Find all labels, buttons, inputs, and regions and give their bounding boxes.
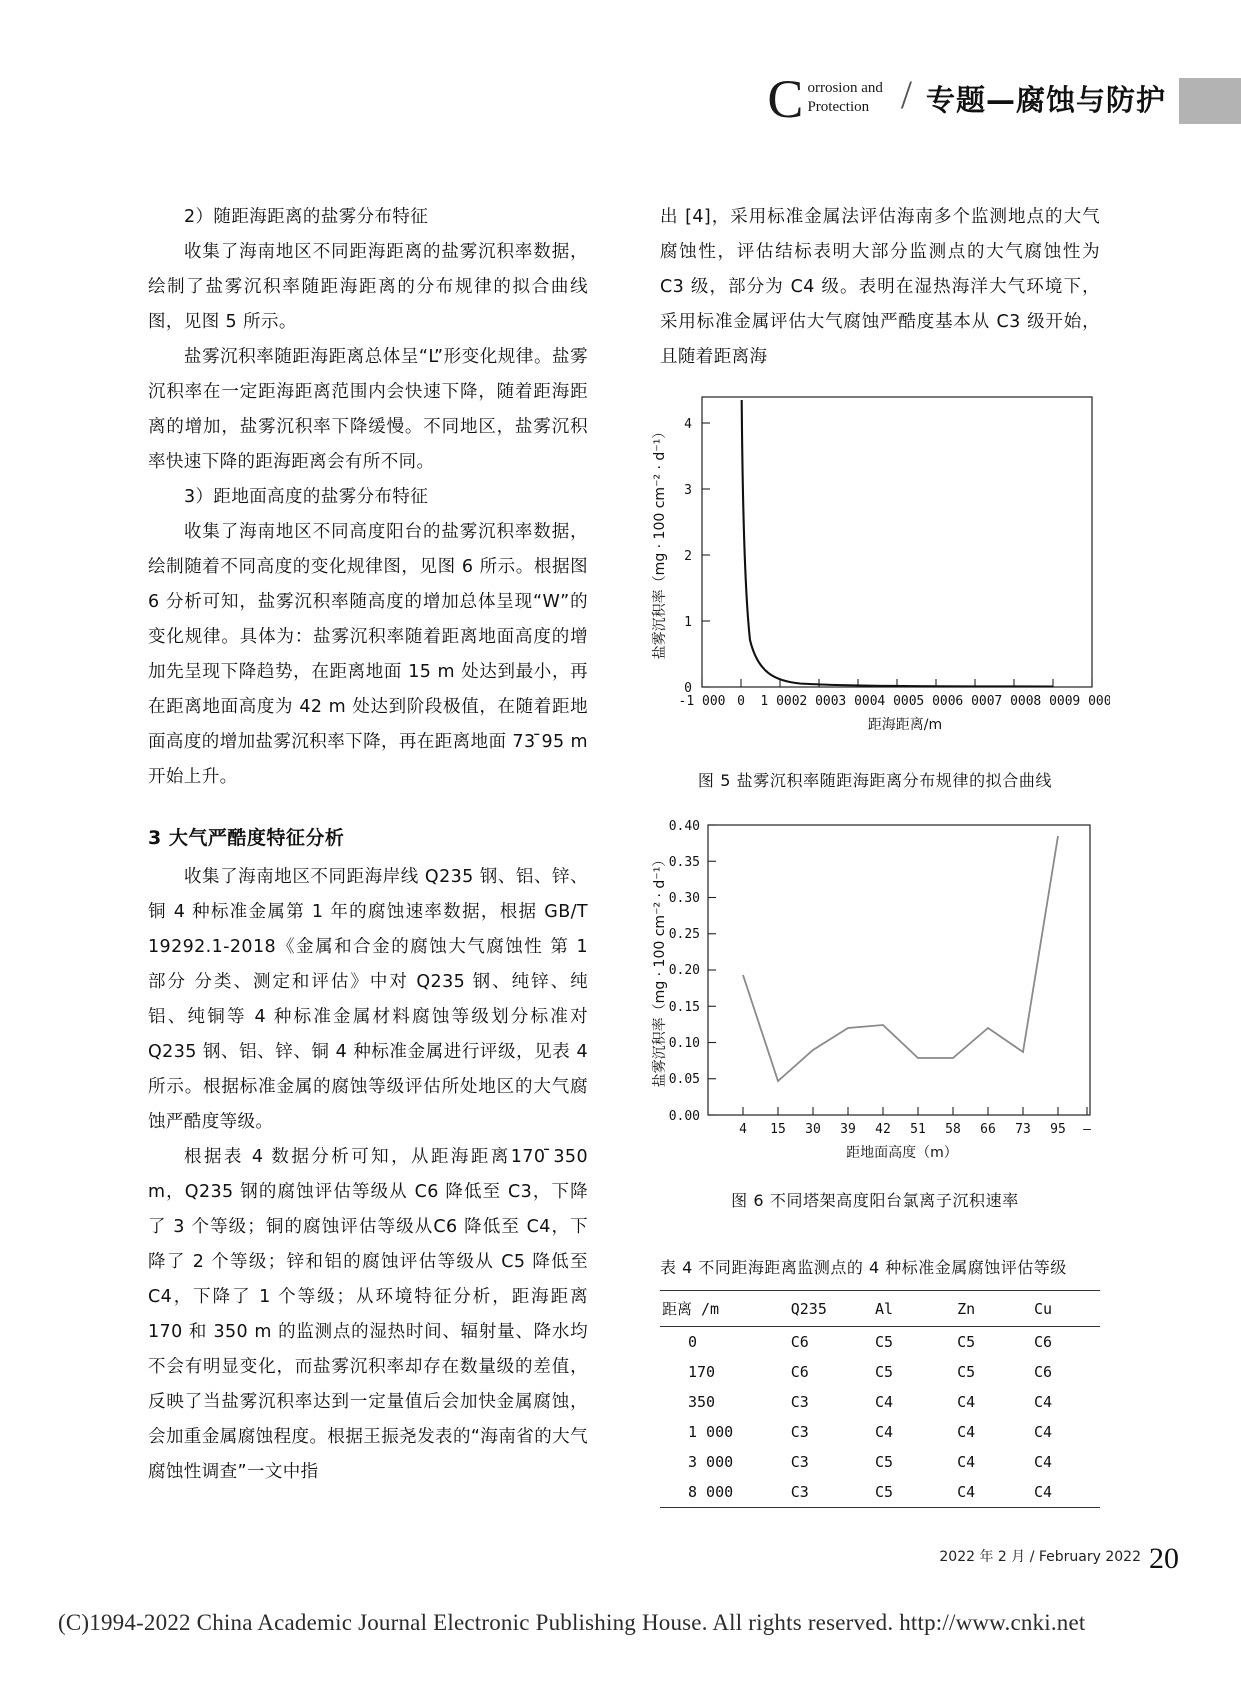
- header-title: 专题—腐蚀与防护: [925, 82, 1166, 117]
- table-cell: C4: [1033, 1453, 1053, 1471]
- table-cell: C6: [1033, 1363, 1053, 1381]
- table-cell: C6: [790, 1363, 809, 1381]
- table-cell: C5: [874, 1363, 893, 1381]
- table-cell: C3: [790, 1423, 809, 1441]
- svg-text:2 000: 2 000: [799, 694, 839, 709]
- copyright-notice: (C)1994-2022 China Academic Journal Electronic Publishing House. All rights reserved. http://www.cnki.net: [58, 1610, 1086, 1635]
- paragraph: 收集了海南地区不同距海距离的盐雾沉积率数据，绘制了盐雾沉积率随距海距离的分布规律的拟合曲线图，见图 5 所示。: [148, 242, 588, 332]
- figure-5-xlabel: 距海距离/m: [867, 717, 943, 733]
- svg-text:42: 42: [875, 1122, 891, 1137]
- page-number: 20: [1149, 1542, 1179, 1575]
- paragraph: 盐雾沉积率随距海距离总体呈“L”形变化规律。盐雾沉积率在一定距海距离范围内会快速下降，随着距海距离的增加，盐雾沉积率下降缓慢。不同地区，盐雾沉积率快速下降的距海距离会有所不同。: [148, 347, 588, 472]
- table-row: [660, 1447, 1100, 1477]
- paragraph: 出 [4]，采用标准金属法评估海南多个监测地点的大气腐蚀性，评估结标表明大部分监测点的大气腐蚀性为 C3 级，部分为 C4 级。表明在湿热海洋大气环境下，采用标准金属评估大气腐蚀严酷度基本从 C3 级开始，且随着距离海: [660, 207, 1100, 367]
- figure-5: [640, 385, 1110, 791]
- table-header-cell: Cu: [1032, 1291, 1100, 1327]
- journal-logo-line1: orrosion and: [807, 80, 883, 96]
- svg-text:15: 15: [770, 1122, 786, 1137]
- svg-text:51: 51: [910, 1122, 926, 1137]
- table-cell: C3: [789, 1477, 873, 1508]
- journal-logo-words: [807, 79, 882, 117]
- svg-text:0.30: 0.30: [668, 891, 700, 906]
- table-cell: C4: [957, 1423, 976, 1441]
- table-4-grid: [660, 1290, 1100, 1508]
- svg-text:0.15: 0.15: [668, 1000, 700, 1015]
- figure-5-chart: [640, 385, 1110, 755]
- header-color-block: [1179, 78, 1241, 124]
- table-header-row: [660, 1291, 1100, 1327]
- figure-6-caption: 图 6 不同塔架高度阳台氯离子沉积速率: [731, 1191, 1019, 1210]
- table-cell: C4: [1033, 1423, 1053, 1441]
- table-cell: C4: [874, 1423, 893, 1441]
- table-cell: 8 000: [660, 1477, 789, 1508]
- table-cell: C5: [957, 1363, 976, 1381]
- svg-text:0.20: 0.20: [668, 963, 700, 978]
- svg-text:39: 39: [840, 1122, 856, 1137]
- table-header-cell: 距离 /m: [660, 1291, 789, 1327]
- svg-text:0.40: 0.40: [668, 819, 700, 834]
- right-text-column: [660, 200, 1100, 375]
- svg-text:-1 000: -1 000: [678, 694, 726, 709]
- svg-text:0: 0: [684, 681, 692, 696]
- figure-6-ylabel: 盐雾沉积率（mg · 100 cm⁻² · d⁻¹）: [652, 852, 668, 1088]
- svg-text:1 000: 1 000: [760, 694, 800, 709]
- table-cell: C5: [873, 1477, 955, 1508]
- svg-text:0: 0: [737, 694, 745, 709]
- svg-text:0.35: 0.35: [668, 855, 700, 870]
- header-brand: [767, 69, 1166, 129]
- svg-text:4: 4: [684, 417, 692, 432]
- svg-text:3: 3: [684, 483, 692, 498]
- left-text-column: [148, 200, 588, 1490]
- table-cell: C6: [1033, 1333, 1053, 1351]
- table-row: [660, 1357, 1100, 1387]
- page-header: [0, 70, 1241, 140]
- table-4-caption: 表 4 不同距海距离监测点的 4 种标准金属腐蚀评估等级: [660, 1258, 1067, 1277]
- journal-logo-initial: C: [767, 69, 804, 129]
- svg-text:30: 30: [805, 1122, 821, 1137]
- table-header-cell: Al: [873, 1291, 955, 1327]
- table-cell: C4: [874, 1393, 893, 1411]
- table-cell: C4: [957, 1393, 976, 1411]
- paragraph: 2）随距海距离的盐雾分布特征: [184, 207, 429, 227]
- footer-issue-date: 2022 年 2 月 / February 2022: [939, 1549, 1141, 1565]
- svg-text:1: 1: [684, 615, 692, 630]
- svg-text:8 000: 8 000: [1033, 694, 1073, 709]
- table-cell: C3: [790, 1393, 809, 1411]
- figure-5-caption: 图 5 盐雾沉积率随距海距离分布规律的拟合曲线: [697, 771, 1053, 790]
- paragraph: 收集了海南地区不同高度阳台的盐雾沉积率数据，绘制随着不同高度的变化规律图，见图 6 所示。根据图 6 分析可知，盐雾沉积率随高度的增加总体呈现“W”的变化规律。具体为：盐雾沉积率随着距离地面高度的增加先呈现下降趋势，在距离地面 15 m 处达到最小，再在距离地面高度为 42 m 处达到阶段极值，在随着距地面高度的增加盐雾沉积率下降，再在距离地面 73 ̄95 m 开始上升。: [148, 522, 588, 787]
- svg-text:5 000: 5 000: [916, 694, 956, 709]
- svg-text:9 000: 9 000: [1072, 694, 1110, 709]
- table-cell: C6: [790, 1333, 809, 1351]
- svg-text:3 000: 3 000: [838, 694, 878, 709]
- table-cell: 170: [688, 1363, 716, 1381]
- svg-text:73: 73: [1015, 1122, 1031, 1137]
- svg-text:0.05: 0.05: [668, 1072, 700, 1087]
- section-heading: 3 大气严酷度特征分析: [148, 827, 345, 849]
- journal-logo-line2: Protection: [807, 99, 870, 115]
- table-cell: C5: [957, 1333, 976, 1351]
- table-4: [660, 1255, 1100, 1508]
- table-cell: C4: [1032, 1477, 1100, 1508]
- table-row: [660, 1387, 1100, 1417]
- paragraph: 根据表 4 数据分析可知，从距海距离170 ̄350 m，Q235 钢的腐蚀评估等级从 C6 降低至 C3，下降了 3 个等级；铜的腐蚀评估等级从C6 降低至 C4，下降了 2 个等级；锌和铝的腐蚀评估等级从 C5 降低至 C4，下降了 1 个等级；从环境特征分析，距海距离 170 和 350 m 的监测点的湿热时间、辐射量、降水均不会有明显变化，而盐雾沉积率却存在数量级的差值，反映了当盐雾沉积率达到一定量值后会加快金属腐蚀，会加重金属腐蚀程度。根据王振尧发表的“海南省的大气腐蚀性调查”一文中指: [148, 1147, 588, 1482]
- table-row: [660, 1477, 1100, 1508]
- table-row: [660, 1417, 1100, 1447]
- svg-text:0.00: 0.00: [668, 1109, 700, 1124]
- table-cell: 1 000: [688, 1423, 734, 1441]
- table-cell: C5: [874, 1333, 893, 1351]
- svg-text:95: 95: [1050, 1122, 1066, 1137]
- figure-6-chart: [640, 815, 1110, 1175]
- table-cell: C4: [1033, 1393, 1053, 1411]
- svg-text:4: 4: [739, 1122, 747, 1137]
- table-cell: 350: [688, 1393, 716, 1411]
- svg-text:—: —: [1083, 1122, 1091, 1137]
- table-row: [660, 1327, 1100, 1358]
- table-cell: C3: [790, 1453, 809, 1471]
- figure-5-ylabel: 盐雾沉积率（mg · 100 cm⁻² · d⁻¹）: [652, 424, 668, 660]
- figure-6-xlabel: 距地面高度（m）: [846, 1145, 958, 1161]
- paragraph: 3）距地面高度的盐雾分布特征: [184, 487, 429, 507]
- svg-text:4 000: 4 000: [877, 694, 917, 709]
- svg-text:66: 66: [980, 1122, 996, 1137]
- svg-text:2: 2: [684, 549, 692, 564]
- table-cell: 0: [688, 1333, 698, 1351]
- paragraph: 收集了海南地区不同距海岸线 Q235 钢、铝、锌、铜 4 种标准金属第 1 年的腐蚀速率数据，根据 GB/T 19292.1-2018《金属和合金的腐蚀大气腐蚀性 第 1 部分 分类、测定和评估》中对 Q235 钢、纯锌、纯铝、纯铜等 4 种标准金属材料腐蚀等级划分标准对 Q235 钢、铝、锌、铜 4 种标准金属进行评级，见表 4 所示。根据标准金属的腐蚀等级评估所处地区的大气腐蚀严酷度等级。: [148, 867, 588, 1132]
- svg-text:58: 58: [945, 1122, 961, 1137]
- svg-text:0.10: 0.10: [668, 1036, 700, 1051]
- svg-text:0.25: 0.25: [668, 927, 700, 942]
- header-divider: /: [900, 71, 912, 117]
- table-header-cell: Zn: [955, 1291, 1032, 1327]
- svg-text:7 000: 7 000: [994, 694, 1034, 709]
- figure-6: [640, 815, 1110, 1211]
- table-cell: C5: [874, 1453, 893, 1471]
- table-cell: 3 000: [688, 1453, 734, 1471]
- table-header-cell: Q235: [789, 1291, 873, 1327]
- table-cell: C4: [955, 1477, 1032, 1508]
- svg-text:6 000: 6 000: [955, 694, 995, 709]
- table-cell: C4: [957, 1453, 976, 1471]
